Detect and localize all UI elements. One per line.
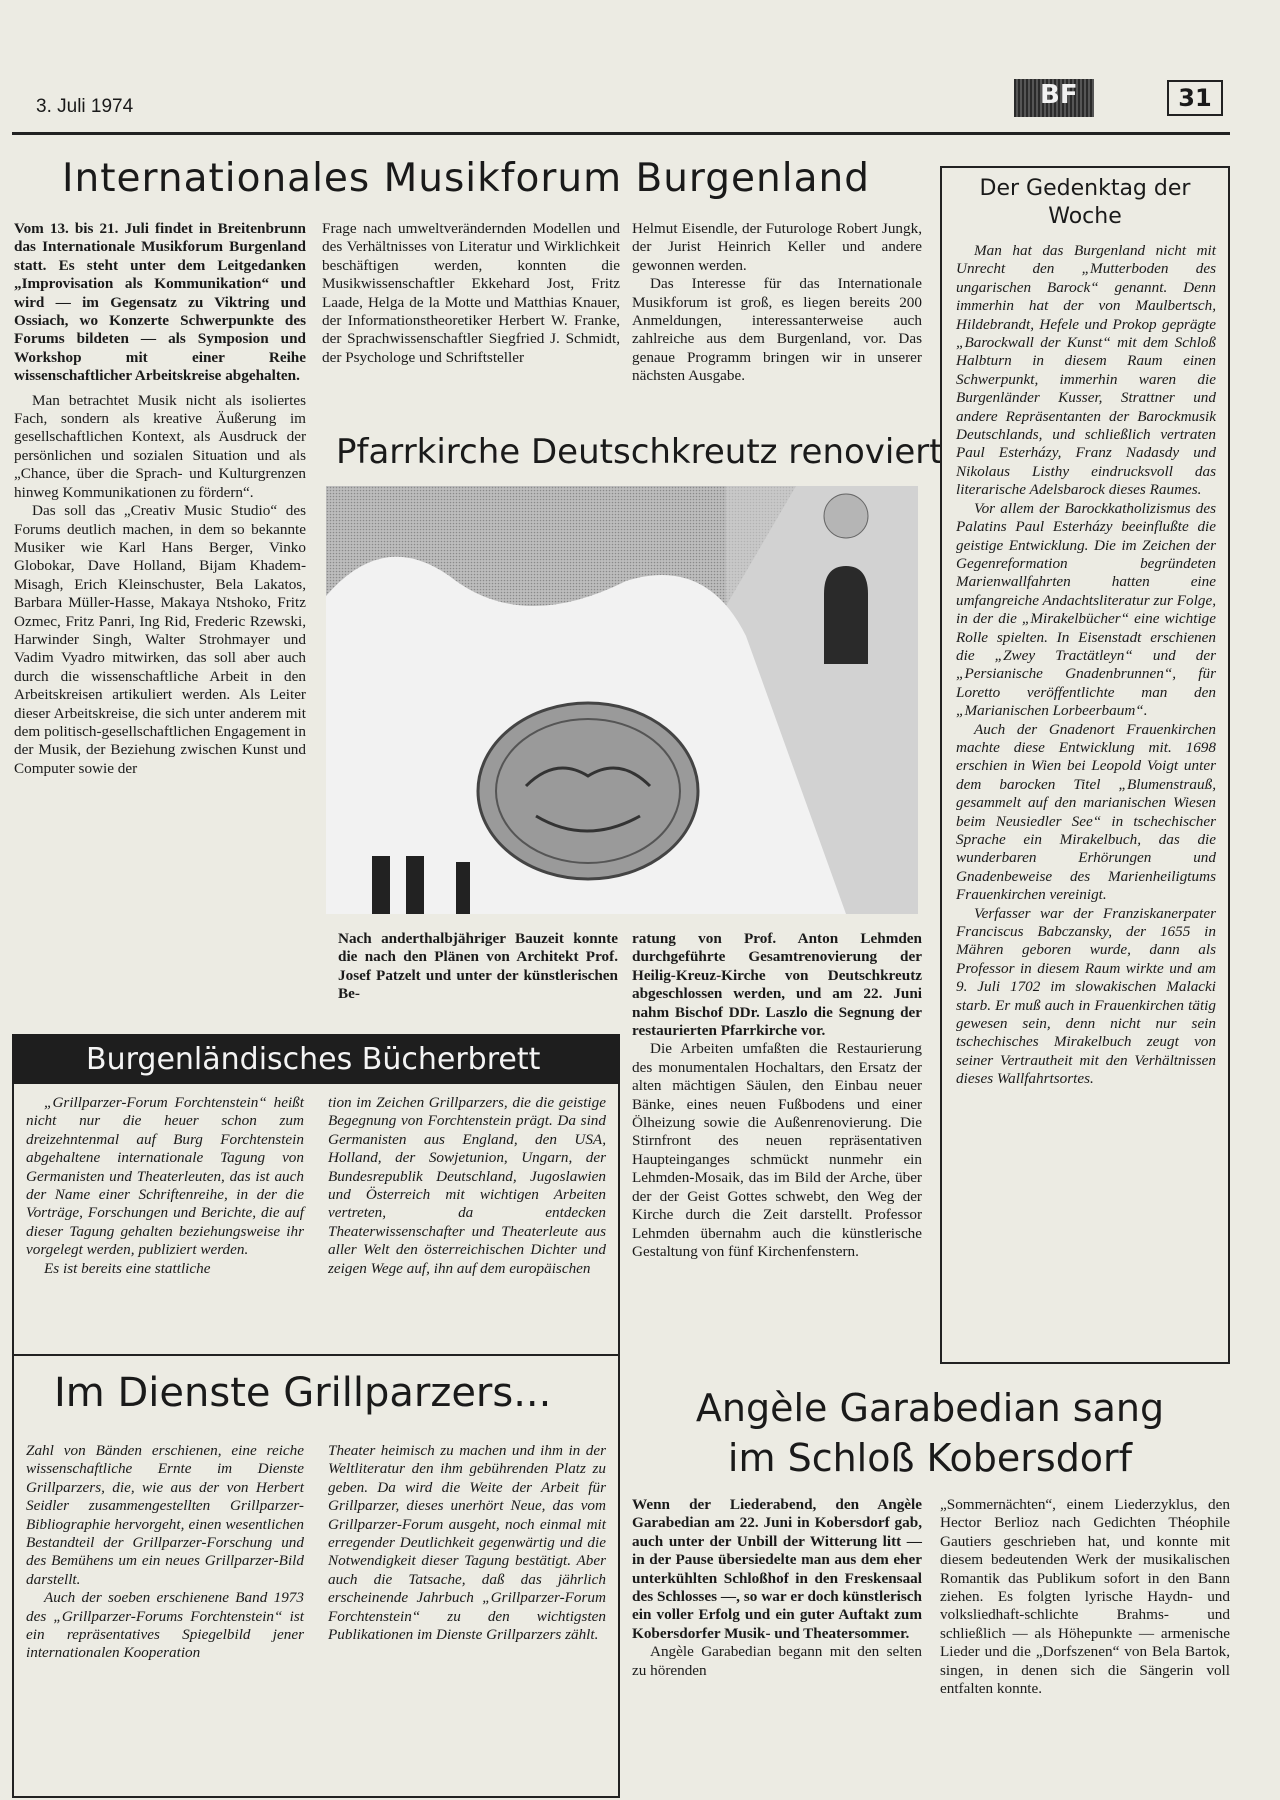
garabedian-lead: Wenn der Liederabend, den Angèle Garabedian am 22. Juni in Kobersdorf gab, auch unter der Unbill der Witterung litt — in der Pause übersiedelte man aus dem eher unterkühlten Schloßhof in den Freskensaal des Schlosses —, so war er doch künstlerisch ein voller Erfolg und ein guter Auftakt zum Kobersdorfer Musik- und Theatersommer.	[632, 1496, 922, 1642]
church-photo	[326, 486, 918, 914]
gedenktag-text	[956, 242, 1216, 1089]
buecherbrett-col4-text: Theater heimisch zu machen und ihm in der Weltliteratur den ihm gebührenden Platz zu geben. Da wird die Weite der Arbeit für Grillparzer, dieses unerhört Neue, das vom Grillparzer-Forum ausgeht, noch einmal mit erregender Deutlichkeit gegenwärtig und die Notwendigkeit dieser Tagung bestätigt. Aber auch die Tatsache, daß das jährlich erscheinende Jahrbuch „Grillparzer-Forum Forchtenstein“ zu den wichtigsten Publikationen im Dienste Grillparzers zählt.	[328, 1442, 606, 1644]
musikforum-p2: Man betrachtet Musik nicht als isoliertes Fach, sondern als kreative Äußerung im gesellschaftlichen Kontext, als Ausdruck der persönlichen und sozialen Situation und als „Chance, über die Sprach- und Kulturgrenzen hinweg Kommunikationen zu fördern“.	[14, 391, 306, 501]
musikforum-col2-text: Frage nach umweltverändernden Modellen und des Verhältnisses von Literatur und Wirklichkeit beschäftigen werden, konnten die Musikwissenschaftler Ekkehard Jost, Fritz Laade, Helga de la Motte und Matthias Knauer, der Informationstheoretiker Herbert W. Franke, der Sprachwissenschaftler Siegfried J. Schmidt, der Psychologe und Schriftsteller	[322, 220, 620, 366]
garabedian-title-line1: Angèle Garabedian sang	[695, 1386, 1165, 1430]
garabedian-p2: Angèle Garabedian begann mit den selten zu hörenden	[632, 1643, 922, 1679]
pfarrkirche-caption-right: ratung von Prof. Anton Lehmden durchgeführte Gesamtrenovierung der Heilig-Kreuz-Kirche von Deutschkreutz abgeschlossen werden, und am 22. Juni nahm Bischof DDr. Laszlo die Segnung der restaurierten Pfarrkirche vor.	[632, 930, 922, 1040]
bf-badge-label: BF	[1040, 80, 1078, 110]
pfarrkirche-body: Die Arbeiten umfaßten die Restaurierung des monumentalen Hochaltars, den Ersatz der alten mächtigen Säulen, den Einbau neuer Bänke, eines neuen Fußbodens und einer Ölheizung sowie die Außenrenovierung. Die Stirnfront des neuen repräsentativen Haupteinganges schmückt nunmehr ein Lehmden-Mosaik, das im Bild der Arche, über der der Geist Gottes schwebt, den Weg der Kirche durch die Zeit darstellt. Professor Lehmden übernahm auch die künstlerische Gestaltung von fünf Kirchenfenstern.	[632, 1040, 922, 1260]
issue-date: 3. Juli 1974	[36, 96, 134, 117]
gedenktag-p3: Auch der Gnadenort Frauenkirchen machte diese Entwicklung mit. 1698 erschien in Wien bei Leopold Voigt unter dem barocken Titel „Blumenstrauß, gesammelt auf den marianischen Wiesen beim Neusiedler See“ in tschechischer Sprache ein Mirakelbuch, das die wunderbaren Erhörungen und Gnadenbeweise des Marienheiligtums Frauenkirchen vereinigt.	[956, 720, 1216, 904]
musikforum-title: Internationales Musikforum Burgenland	[62, 156, 870, 201]
page-number: 31	[1167, 80, 1223, 116]
garabedian-title-line2: im Schloß Kobersdorf	[727, 1436, 1133, 1480]
header-rule	[12, 132, 1230, 135]
buecherbrett-col4	[328, 1442, 606, 1644]
pfarrkirche-caption-left: Nach anderthalbjähriger Bauzeit konnte die nach den Plänen von Architekt Prof. Josef Patzelt und unter der künstlerischen Be-	[338, 930, 618, 1003]
musikforum-lead: Vom 13. bis 21. Juli findet in Breitenbrunn das Internationale Musikforum Burgenland statt. Es steht unter dem Leitgedanken „Improvisation als Kommunikation“ und wird — im Gegensatz zu Viktring und Ossiach, wo Konzerte Schwerpunkte des Forums bildeten — als Symposion und Workshop mit einer Reihe wissenschaftlicher Arbeitskreise abgehalten.	[14, 220, 306, 385]
musikforum-col3-p1: Helmut Eisendle, der Futurologe Robert Jungk, der Jurist Heinrich Keller und andere gewonnen werden.	[632, 220, 922, 274]
buecherbrett-col3-p1: Zahl von Bänden erschienen, eine reiche wissenschaftliche Ernte im Dienste Grillparzers, die, wie aus der von Herbert Seidler zusammengestellten Grillparzer-Bibliographie hervorgeht, einen wesentlichen Bestandteil der Grillparzer-Forschung und des Bemühens um ein neues Grillparzer-Bild darstellt.	[26, 1442, 304, 1588]
pfarrkirche-title: Pfarrkirche Deutschkreutz renoviert	[336, 432, 943, 472]
gedenktag-p4: Verfasser war der Franziskanerpater Franciscus Babczansky, der 1655 in Mähren geboren wurde, dann als Professor in diesem Raum wirkte und am 9. Juli 1702 im slowakischen Malacki starb. Er muß auch in Frauenkirchen tätig gewesen sein, denn nicht nur sein tschechisches Mirakelbuch zeugt von seiner Vertrautheit mit den Verhältnissen dieses Wallfahrtsortes.	[956, 904, 1216, 1088]
musikforum-col1	[14, 220, 306, 778]
buecherbrett-banner	[12, 1034, 620, 1084]
garabedian-col1	[632, 1496, 922, 1680]
buecherbrett-banner-label: Burgenländisches Bücherbrett	[86, 1042, 541, 1077]
buecherbrett-col1-p2: Es ist bereits eine stattliche	[44, 1259, 211, 1277]
buecherbrett-col1-p1: „Grillparzer-Forum Forchtenstein“ heißt nicht nur die heuer schon zum dreizehntenmal auf Burg Forchtenstein abgehaltene internationale Tagung von Germanisten und Theaterleuten, das ist auch der Name einer Schriftenreihe, in der die Vorträge, Forschungen und Berichte, die auf dieser Tagung gehalten beziehungsweise ihr vorgelegt werden, publiziert werden.	[26, 1094, 304, 1259]
buecherbrett-col3-p2: Auch der soeben erschienene Band 1973 des „Grillparzer-Forums Forchtenstein“ ist ein repräsentatives Spiegelbild jener internationalen Kooperation	[26, 1589, 304, 1662]
garabedian-col2	[940, 1496, 1230, 1698]
gedenktag-title-line1: Der Gedenktag der	[979, 176, 1191, 201]
musikforum-col3	[632, 220, 922, 386]
musikforum-p3: Das soll das „Creativ Music Studio“ des Forums deutlich machen, in dem so bekannte Musiker wie Karl Hans Berger, Vinko Globokar, Dave Holland, Bijam Khadem-Misagh, Erich Kleinschuster, Bela Lakatos, Barbara Müller-Hasse, Makaya Ntshoko, Fritz Ozmec, Fritz Panri, Ing Rid, Frederic Rzewski, Harwinder Singh, Walter Strohmayer und Vadim Vyadro mitwirken, das soll aber auch durch die wissenschaftliche Arbeit in den Arbeitskreisen artikuliert werden. Als Leiter dieser Arbeitskreise, die sich unter anderem mit dem politisch-gesellschaftlichen Engagement in der Musik, der Beziehung zwischen Kunst und Computer sowie der	[14, 502, 306, 777]
gedenktag-title-line2: Woche	[1048, 204, 1122, 229]
buecherbrett-col3	[26, 1442, 304, 1663]
buecherbrett-divider	[12, 1354, 620, 1356]
buecherbrett-col2-text: tion im Zeichen Grillparzers, die die geistige Begegnung von Forchtenstein prägt. Da sind Germanisten aus England, den USA, Holland, der Sowjetunion, Ungarn, der Bundesrepublik Deutschland, Jugoslawien und Österreich mit wichtigen Arbeiten vertreten, da entdecken Theaterwissenschafter und Theaterleute aus aller Welt den österreichischen Dichter und zeigen Wege auf, ihn auf dem europäischen	[328, 1094, 606, 1277]
buecherbrett-col2	[328, 1094, 606, 1278]
pfarrkirche-col-right	[632, 930, 922, 1261]
bf-badge	[1014, 79, 1094, 117]
musikforum-col3-p2: Das Interesse für das Internationale Musikforum ist groß, es liegen bereits 200 Anmeldungen, interessanterweise auch zahlreiche aus dem Burgenland, vor. Das genaue Programm bringen wir in unserer nächsten Ausgabe.	[632, 275, 922, 385]
gedenktag-p2: Vor allem der Barockkatholizismus des Palatins Paul Esterházy beeinflußte die geistige Entwicklung. Die im Zeichen der Gegenreformation begründeten Marienwallfahrten hatten eine umfangreiche Andachtsliteratur zur Folge, in der die „Mirakelbücher“ eine wichtige Rolle spielten. In Eisenstadt erschienen die „Zwey Tractätleyn“ und der „Persianische Gnadenbrunnen“, für Loretto veröffentlichte man den „Marianischen Lorbeerbaum“.	[956, 499, 1216, 720]
musikforum-col2	[322, 220, 620, 367]
grillparzer-title: Im Dienste Grillparzers...	[54, 1370, 552, 1416]
gedenktag-p1: Man hat das Burgenland nicht mit Unrecht den „Mutterboden des ungarischen Barock“ genannt. Denn immerhin hat der von Maulbertsch, Hildebrandt, Hefele und Prokop geprägte „Barockwall der Kunst“ mit dem Schloß Halbturn in diesem Raum einen Schwerpunkt, immerhin waren die Burgenländer Kusser, Strattner und andere Repräsentanten der Barockmusik Deutschlands, und schließlich vertraten Paul Esterházy, Franz Nadasdy und Nikolaus Listhy eindrucksvoll das literarische Adelsbarock dieses Raumes.	[956, 242, 1216, 499]
garabedian-col2-text: „Sommernächten“, einem Liederzyklus, den Hector Berlioz nach Gedichten Théophile Gautiers geschrieben hat, und konnte mit diesem bedeutenden Werk der musikalischen Romantik das Publikum sofort in den Bann ziehen. Es folgten lyrische Haydn- und volksliedhaft-schlichte Brahms- und schließlich — als Höhepunkte — armenische Lieder und die „Dorfszenen“ von Bela Bartok, singen, in denen sich die Sängerin voll entfalten konnte.	[940, 1496, 1230, 1698]
buecherbrett-col1	[26, 1094, 304, 1278]
